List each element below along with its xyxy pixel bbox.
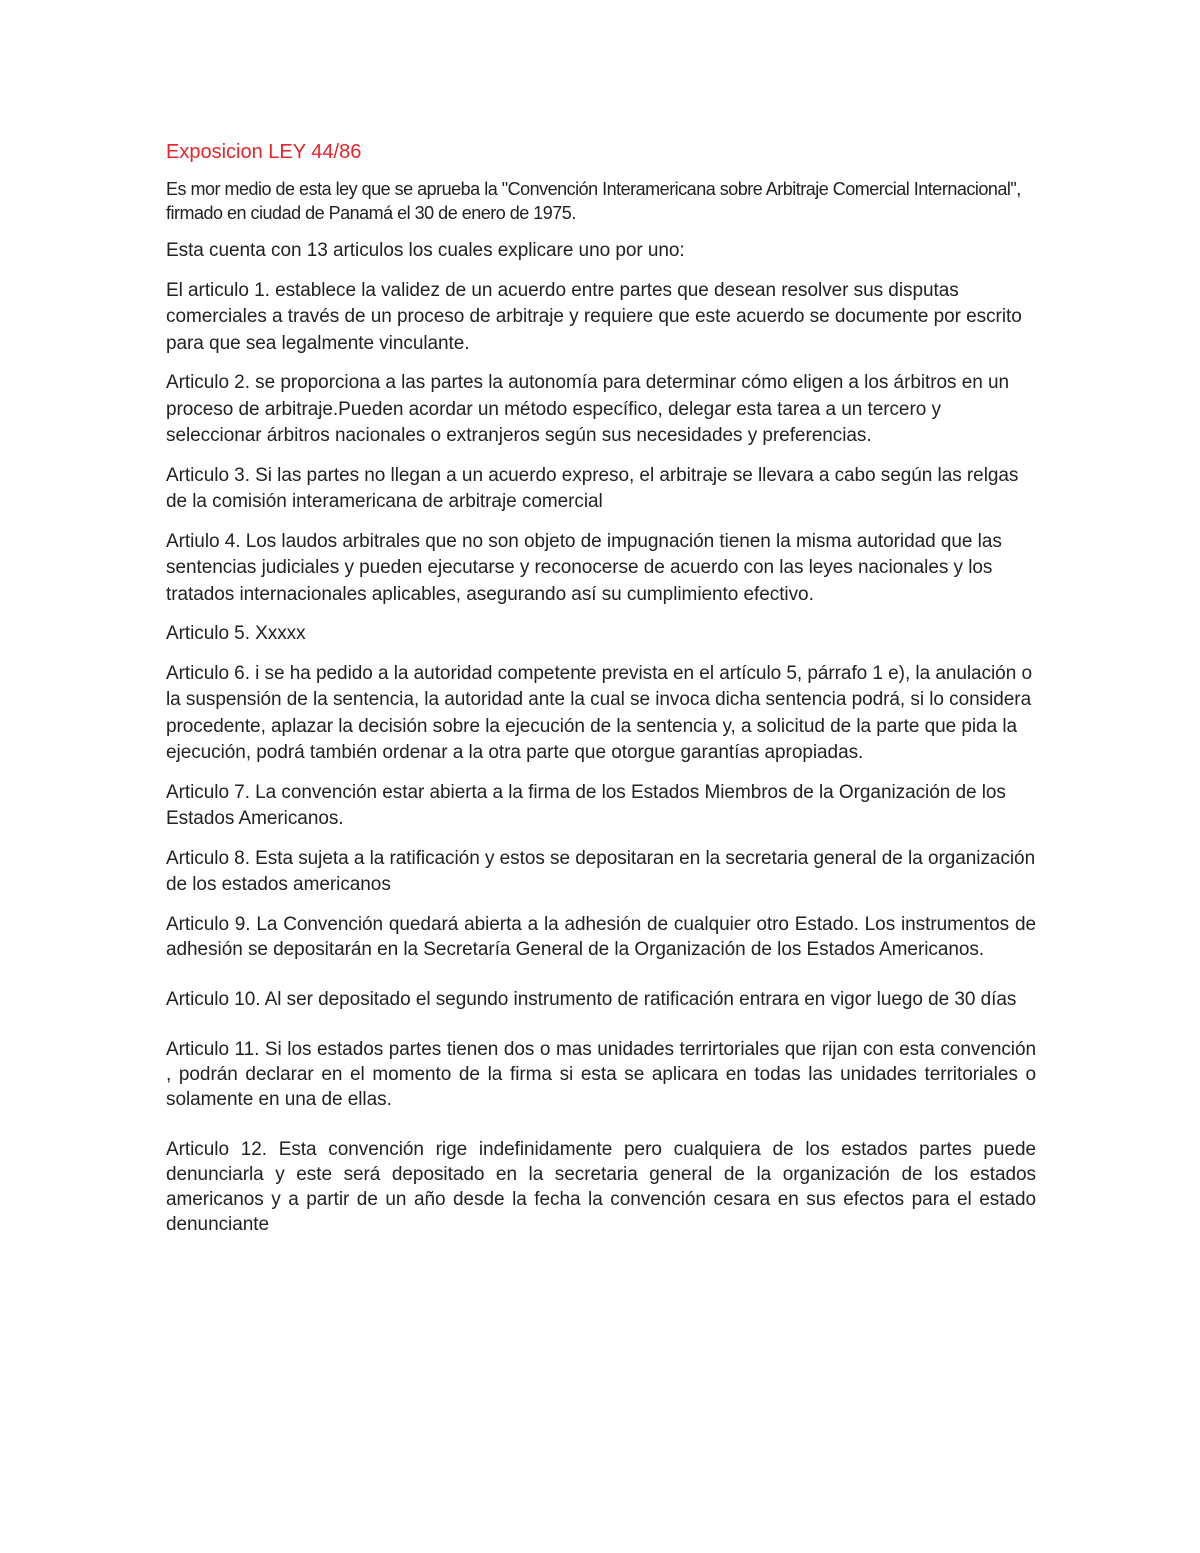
paragraph-article-11: Articulo 11. Si los estados partes tienen dos o mas unidades terrirtoriales que rijan con esta convención , podrán declarar en el momento de la firma si esta se aplicara en todas las unidades territoriales o solamente en una de ellas.: [166, 1038, 1036, 1110]
paragraph-overview: Esta cuenta con 13 articulos los cuales explicare uno por uno:: [166, 240, 685, 261]
paragraph-article-9: Articulo 9. La Convención quedará abierta a la adhesión de cualquier otro Estado. Los instrumentos de adhesión se depositarán en la Secretaría General de la Organización de los Estados Americanos.: [166, 913, 1036, 960]
paragraph-intro: Es mor medio de esta ley que se aprueba la "Convención Interamericana sobre Arbitraje Comercial Internacional", firmado en ciudad de Panamá el 30 de enero de 1975.: [166, 179, 1021, 223]
paragraph-article-6: Articulo 6. i se ha pedido a la autoridad competente prevista en el artículo 5, párrafo 1 e), la anulación o la suspensión de la sentencia, la autoridad ante la cual se invoca dicha sentencia podrá, si lo considera procedente, aplazar la decisión sobre la ejecución de la sentencia y, a solicitud de la parte que pida la ejecución, podrá también ordenar a la otra parte que otorgue garantías apropiadas.: [166, 662, 1032, 763]
paragraph-article-5: Articulo 5. Xxxxx: [166, 623, 306, 644]
paragraph-article-12: Articulo 12. Esta convención rige indefinidamente pero cualquiera de los estados partes puede denunciarla y este será depositado en la secretaria general de la organización de los estados americanos y a partir de un año desde la fecha la convención cesara en sus efectos para el estado denunciante: [166, 1138, 1036, 1235]
paragraph-article-2: Articulo 2. se proporciona a las partes la autonomía para determinar cómo eligen a los árbitros en un proceso de arbitraje.Pueden acordar un método específico, delegar esta tarea a un tercero y seleccionar árbitros nacionales o extranjeros según sus necesidades y preferencias.: [166, 372, 1010, 446]
paragraph-article-3: Articulo 3. Si las partes no llegan a un acuerdo expreso, el arbitraje se llevara a cabo según las relgas de la comisión interamericana de arbitraje comercial: [166, 464, 1019, 512]
document-body: [166, 138, 1036, 1250]
paragraph-article-10: Articulo 10. Al ser depositado el segundo instrumento de ratificación entrara en vigor luego de 30 días: [166, 988, 1017, 1010]
paragraph-article-1: El articulo 1. establece la validez de un acuerdo entre partes que desean resolver sus disputas comerciales a través de un proceso de arbitraje y requiere que este acuerdo se documente por escrito para que sea legalmente vinculante.: [166, 279, 1022, 354]
paragraph-article-4: Artiulo 4. Los laudos arbitrales que no son objeto de impugnación tienen la misma autoridad que las sentencias judiciales y pueden ejecutarse y reconocerse de acuerdo con las leyes nacionales y los tratados internacionales aplicables, asegurando así su cumplimiento efectivo.: [166, 530, 1002, 605]
paragraph-article-7: Articulo 7. La convención estar abierta a la firma de los Estados Miembros de la Organización de los Estados Americanos.: [166, 781, 1006, 829]
paragraph-article-8: Articulo 8. Esta sujeta a la ratificación y estos se depositaran en la secretaria general de la organización de los estados americanos: [166, 847, 1036, 895]
document-title: Exposicion LEY 44/86: [166, 141, 362, 163]
